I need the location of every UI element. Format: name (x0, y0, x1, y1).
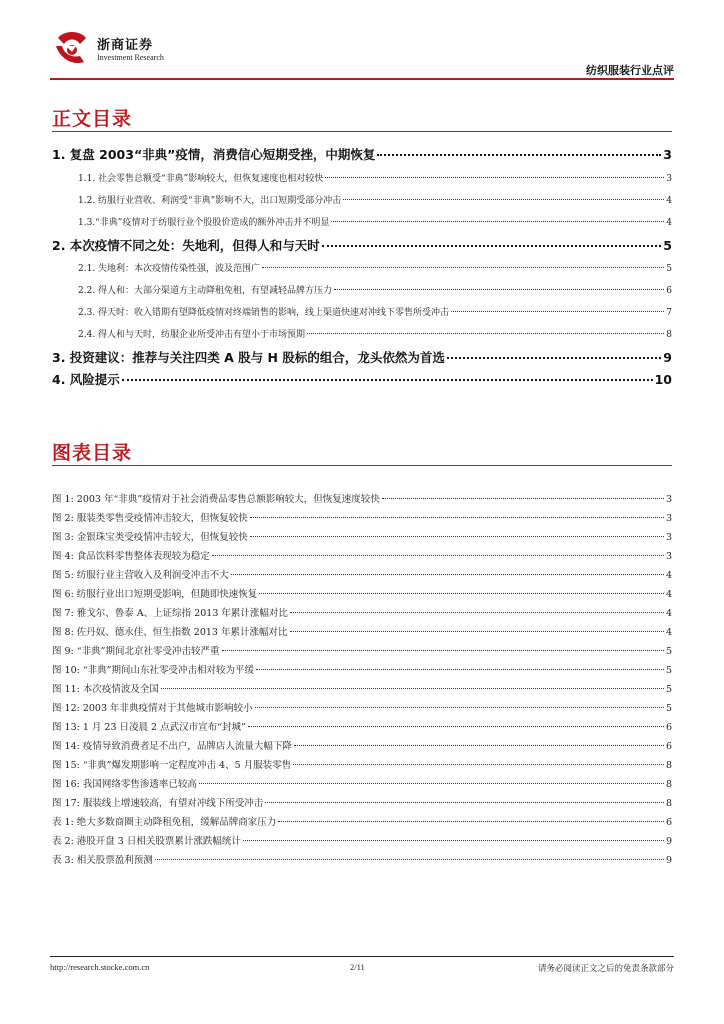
toc-item-1-2[interactable] (78, 193, 672, 206)
figure-list-item[interactable] (52, 757, 672, 771)
toc-item-text: 2.1. 失地利：本次疫情传染性强，波及范围广 (78, 264, 261, 274)
figure-item-text: 图 13: 1 月 23 日凌晨 2 点武汉市宣布“封城” (52, 722, 246, 733)
figure-item-text: 图 12: 2003 年非典疫情对于其他城市影响较小 (52, 703, 253, 714)
leader-dots (294, 745, 664, 746)
figure-item-text: 图 9: “非典”期间北京社零受冲击较严重 (52, 646, 220, 657)
leader-dots (265, 802, 664, 803)
toc-item-text: 2.4. 得人和与天时，纺服企业所受冲击有望小于市场预期 (78, 330, 306, 340)
leader-dots (262, 267, 664, 268)
leader-dots (250, 536, 664, 537)
figure-list-item[interactable] (52, 662, 672, 676)
leader-dots (250, 517, 664, 518)
figure-list-item[interactable] (52, 681, 672, 695)
logo-name-en: Investment Research (97, 53, 164, 62)
toc-item-page: 4 (666, 196, 672, 206)
toc-title: 正文目录 (52, 108, 133, 130)
figure-item-page: 4 (665, 608, 672, 619)
toc-item-page: 10 (654, 372, 672, 387)
toc-item-text: 2.3. 得天时：收入错期有望降低疫情对终端销售的影响，线上渠道快速对冲线下零售所受冲击 (78, 308, 450, 318)
toc-item-2-2[interactable] (78, 283, 672, 296)
figure-item-text: 图 17: 服装线上增速较高，有望对冲线下所受冲击 (52, 798, 264, 809)
leader-dots (325, 177, 664, 178)
figure-list-item[interactable] (52, 510, 672, 524)
figure-item-page: 8 (665, 779, 672, 790)
figure-item-page: 9 (665, 836, 672, 847)
logo-name-cn: 浙商证券 (97, 38, 154, 53)
figure-list-item[interactable] (52, 776, 672, 790)
toc-item-2-4[interactable] (78, 327, 672, 340)
toc-item-1-3[interactable] (78, 215, 672, 228)
figure-item-text: 图 2: 服装类零售受疫情冲击较大，但恢复较快 (52, 513, 248, 524)
figure-item-page: 6 (665, 741, 672, 752)
figure-list-item[interactable] (52, 833, 672, 847)
figure-list-item[interactable] (52, 529, 672, 543)
leader-dots (248, 726, 664, 727)
figures-title: 图表目录 (52, 442, 133, 464)
leader-dots (256, 669, 664, 670)
leader-dots (122, 379, 653, 381)
figure-item-text: 图 14: 疫情导致消费者足不出户，品牌店人流量大幅下降 (52, 741, 292, 752)
page-header (50, 28, 674, 78)
leader-dots (259, 593, 664, 594)
figure-list-item[interactable] (52, 795, 672, 809)
toc-item-page: 5 (663, 238, 672, 253)
leader-dots (243, 840, 664, 841)
toc-item-3[interactable] (52, 348, 672, 366)
toc-item-1[interactable] (52, 145, 672, 163)
leader-dots (322, 245, 661, 247)
figure-list-item[interactable] (52, 567, 672, 581)
figure-item-text: 图 10: “非典”期间山东社零受冲击相对较为平缓 (52, 665, 255, 676)
toc-item-page: 4 (666, 218, 672, 228)
toc-item-text: 1.1. 社会零售总额受“非典”影响较大，但恢复速度也相对较快 (78, 174, 324, 184)
leader-dots (377, 154, 661, 156)
logo-icon (50, 28, 92, 70)
leader-dots (334, 289, 664, 290)
leader-dots (212, 555, 664, 556)
leader-dots (382, 498, 664, 499)
toc-item-page: 5 (666, 264, 672, 274)
figure-item-text: 图 7: 雅戈尔、鲁泰 A、上证综指 2013 年累计涨幅对比 (52, 608, 288, 619)
toc-item-page: 9 (663, 350, 672, 365)
leader-dots (307, 333, 664, 334)
toc-item-page: 8 (666, 330, 672, 340)
header-divider (50, 78, 674, 80)
figure-list-item[interactable] (52, 852, 672, 866)
figure-item-page: 5 (665, 684, 672, 695)
figure-item-page: 4 (665, 627, 672, 638)
figure-list-item[interactable] (52, 643, 672, 657)
figures-title-rule (52, 465, 672, 466)
figure-item-text: 图 1: 2003 年“非典”疫情对于社会消费品零售总额影响较大，但恢复速度较快 (52, 494, 380, 505)
figure-item-page: 5 (665, 646, 672, 657)
figure-list-item[interactable] (52, 605, 672, 619)
leader-dots (447, 357, 661, 359)
footer-url[interactable]: http://research.stocke.com.cn (50, 962, 150, 972)
leader-dots (293, 764, 664, 765)
leader-dots (222, 650, 664, 651)
toc-item-text: 1.2. 纺服行业营收、利润受“非典”影响不大，出口短期受部分冲击 (78, 196, 342, 206)
figure-item-text: 图 4: 食品饮料零售整体表现较为稳定 (52, 551, 210, 562)
figure-item-page: 5 (665, 703, 672, 714)
leader-dots (199, 783, 664, 784)
figure-item-page: 3 (665, 513, 672, 524)
figure-item-text: 表 2: 港股开盘 3 日相关股票累计涨跌幅统计 (52, 836, 241, 847)
leader-dots (290, 631, 664, 632)
toc-item-page: 6 (666, 286, 672, 296)
figure-item-text: 表 3: 相关股票盈利预测 (52, 855, 153, 866)
leader-dots (155, 859, 664, 860)
figure-list-item[interactable] (52, 814, 672, 828)
toc-item-page: 3 (666, 174, 672, 184)
toc-item-4[interactable] (52, 370, 672, 388)
figure-item-page: 8 (665, 798, 672, 809)
leader-dots (278, 821, 664, 822)
figure-item-page: 6 (665, 817, 672, 828)
figure-item-text: 图 5: 纺服行业主营收入及利润受冲击不大 (52, 570, 229, 581)
figure-item-page: 8 (665, 760, 672, 771)
figure-list-item[interactable] (52, 586, 672, 600)
leader-dots (451, 311, 664, 312)
figure-list-item[interactable] (52, 548, 672, 562)
figure-item-text: 图 8: 佐丹奴、德永佳、恒生指数 2013 年累计涨幅对比 (52, 627, 288, 638)
figure-list-item[interactable] (52, 719, 672, 733)
report-type: 纺织服装行业点评 (586, 64, 674, 77)
toc-item-2[interactable] (52, 236, 672, 254)
figure-item-text: 图 16: 我国网络零售渗透率已较高 (52, 779, 197, 790)
footer-page-number: 2/11 (350, 962, 365, 972)
toc-item-2-1[interactable] (78, 261, 672, 274)
toc-item-text: 1. 复盘 2003“非典”疫情，消费信心短期受挫，中期恢复 (52, 147, 376, 162)
leader-dots (231, 574, 664, 575)
leader-dots (331, 221, 664, 222)
toc-item-page: 7 (666, 308, 672, 318)
figure-list-item[interactable] (52, 700, 672, 714)
leader-dots (161, 688, 664, 689)
figure-item-page: 4 (665, 570, 672, 581)
figure-item-text: 图 6: 纺服行业出口短期受影响，但随即快速恢复 (52, 589, 258, 600)
figure-item-page: 3 (665, 494, 672, 505)
footer-disclaimer: 请务必阅读正文之后的免责条款部分 (537, 964, 674, 974)
figure-list-item[interactable] (52, 738, 672, 752)
figure-item-page: 5 (665, 665, 672, 676)
toc-item-text: 2. 本次疫情不同之处：失地利，但得人和与天时 (52, 238, 320, 253)
toc-item-text: 3. 投资建议：推荐与关注四类 A 股与 H 股标的组合，龙头依然为首选 (52, 350, 445, 365)
leader-dots (290, 612, 664, 613)
figure-item-page: 3 (665, 551, 672, 562)
figure-list-item[interactable] (52, 491, 672, 505)
toc-item-text: 2.2. 得人和：大部分渠道方主动降租免租，有望减轻品牌方压力 (78, 286, 333, 296)
figure-item-text: 图 15: “非典”爆发期影响一定程度冲击 4、5 月服装零售 (52, 760, 292, 771)
figure-list-item[interactable] (52, 624, 672, 638)
figure-item-page: 3 (665, 532, 672, 543)
toc-item-page: 3 (663, 147, 672, 162)
figure-item-text: 图 3: 金银珠宝类受疫情冲击较大，但恢复较快 (52, 532, 248, 543)
footer-divider (50, 956, 674, 957)
figure-item-page: 9 (665, 855, 672, 866)
leader-dots (343, 199, 664, 200)
figure-item-page: 4 (665, 589, 672, 600)
figure-item-page: 6 (665, 722, 672, 733)
toc-item-1-1[interactable] (78, 171, 672, 184)
figure-item-text: 表 1: 绝大多数商圈主动降租免租，缓解品牌商家压力 (52, 817, 277, 828)
leader-dots (255, 707, 664, 708)
toc-item-text: 4. 风险提示 (52, 372, 120, 387)
toc-item-text: 1.3.“非典”疫情对于纺服行业个股股价造成的额外冲击并不明显 (78, 218, 330, 228)
toc-title-rule (52, 131, 672, 132)
figure-item-text: 图 11: 本次疫情波及全国 (52, 684, 159, 695)
toc-item-2-3[interactable] (78, 305, 672, 318)
